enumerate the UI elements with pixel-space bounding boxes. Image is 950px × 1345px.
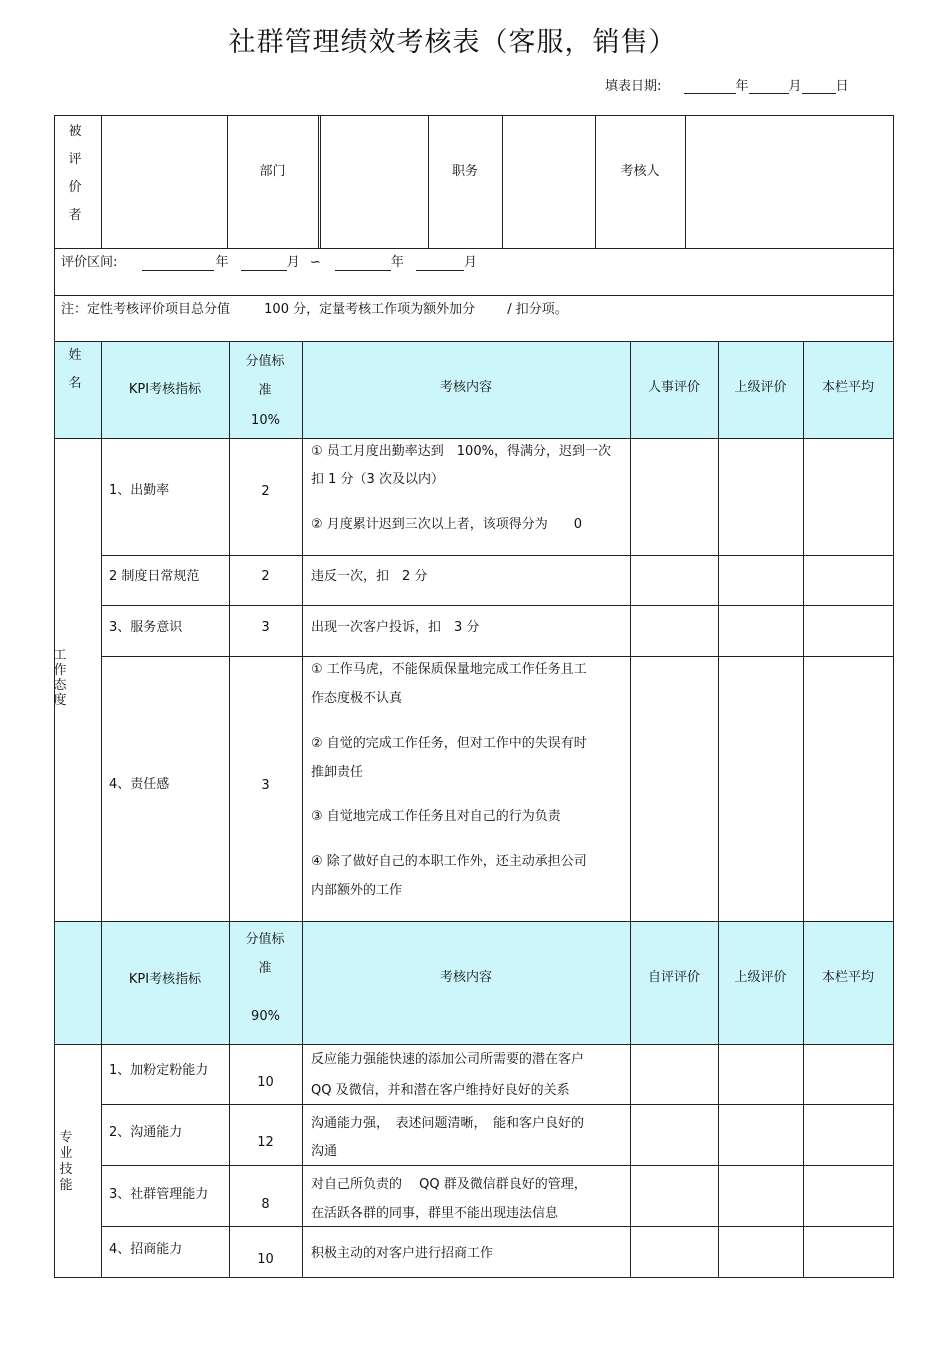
s1-row4-line5: ③ 自觉地完成工作任务且对自己的行为负责 bbox=[311, 809, 561, 824]
s1-row4-line4: 推卸责任 bbox=[311, 765, 364, 780]
note-suffix: / 扣分项。 bbox=[507, 302, 568, 317]
s2-row1-superior-cell[interactable] bbox=[719, 1045, 803, 1104]
s2-row1-score: 10 bbox=[257, 1075, 274, 1090]
s1-row1-hr-cell[interactable] bbox=[631, 439, 718, 555]
period-label: 评价区间: bbox=[61, 255, 118, 270]
s1-col-hr: 人事评价 bbox=[647, 380, 700, 395]
s2-row2-kpi: 2、沟通能力 bbox=[109, 1125, 183, 1140]
fill-date-year-blank[interactable] bbox=[684, 79, 736, 94]
period-start-year-label: 年 bbox=[215, 255, 229, 270]
s1-row4-kpi: 4、责任感 bbox=[109, 777, 170, 792]
s2-row2-average-cell[interactable] bbox=[804, 1105, 893, 1165]
s1-row3-kpi: 3、服务意识 bbox=[109, 620, 183, 635]
s2-row4-self-cell[interactable] bbox=[631, 1227, 718, 1277]
s2-row2-line1: 沟通能力强， 表述问题清晰， 能和客户良好的 bbox=[311, 1116, 585, 1131]
dept-cell[interactable] bbox=[321, 116, 428, 248]
s1-row2-average-cell[interactable] bbox=[804, 556, 893, 605]
s1-row1-superior-cell[interactable] bbox=[719, 439, 803, 555]
s1-row4-line2: 作态度极不认真 bbox=[311, 691, 403, 706]
s1-row4-superior-cell[interactable] bbox=[719, 657, 803, 921]
fill-date-year-label: 年 bbox=[735, 79, 749, 94]
period-end-month-label: 月 bbox=[464, 255, 478, 270]
fill-date-month-label: 月 bbox=[788, 79, 802, 94]
s2-row1-line2: QQ 及微信，并和潜在客户维持好良好的关系 bbox=[311, 1083, 570, 1098]
s1-row2-kpi: 2 制度日常规范 bbox=[109, 569, 200, 584]
note-score: 100 bbox=[264, 302, 289, 317]
s2-kpi-label: KPI考核指标 bbox=[128, 972, 202, 987]
position-label: 职务 bbox=[451, 164, 478, 179]
s2-row4-kpi: 4、招商能力 bbox=[109, 1242, 183, 1257]
s2-row2-score: 12 bbox=[257, 1135, 274, 1150]
s1-row2-score: 2 bbox=[261, 569, 270, 584]
s1-row2-line1: 违反一次，扣 2 分 bbox=[311, 569, 428, 584]
s2-content-label: 考核内容 bbox=[439, 970, 492, 985]
s1-row1-kpi: 1、出勤率 bbox=[109, 483, 170, 498]
period-end-year-label: 年 bbox=[390, 255, 404, 270]
s1-row2-hr-cell[interactable] bbox=[631, 556, 718, 605]
position-cell[interactable] bbox=[503, 116, 595, 248]
s1-row3-hr-cell[interactable] bbox=[631, 606, 718, 656]
s1-col-average: 本栏平均 bbox=[821, 380, 874, 395]
s2-score-label: 分值标准 bbox=[245, 932, 285, 976]
s2-col-average: 本栏平均 bbox=[821, 970, 874, 985]
s1-row3-score: 3 bbox=[261, 620, 270, 635]
s2-score-pct: 90% bbox=[251, 1009, 280, 1024]
s1-name-label: 姓名 bbox=[68, 348, 82, 391]
s1-row1-score: 2 bbox=[261, 484, 270, 499]
note-mid: 分，定量考核工作项为额外加分 bbox=[293, 302, 476, 317]
s2-row2-superior-cell[interactable] bbox=[719, 1105, 803, 1165]
fill-date-label: 填表日期: bbox=[605, 79, 662, 94]
period-start-month-label: 月 bbox=[286, 255, 300, 270]
s1-row4-line7: 内部额外的工作 bbox=[311, 883, 403, 898]
s1-score-pct: 10% bbox=[251, 413, 280, 428]
evaluee-label: 被评价者 bbox=[68, 124, 82, 223]
s1-row1-line1: ① 员工月度出勤率达到 100%，得满分，迟到一次 bbox=[311, 444, 611, 459]
period-row bbox=[61, 255, 477, 271]
s1-row4-score: 3 bbox=[261, 778, 270, 793]
fill-date-day-label: 日 bbox=[835, 79, 849, 94]
s1-kpi-label: KPI考核指标 bbox=[128, 382, 202, 397]
s2-row4-average-cell[interactable] bbox=[804, 1227, 893, 1277]
assessor-label: 考核人 bbox=[620, 164, 660, 179]
s1-row3-superior-cell[interactable] bbox=[719, 606, 803, 656]
s2-row3-line2: 在活跃各群的同事，群里不能出现违法信息 bbox=[311, 1206, 559, 1221]
s2-col-superior: 上级评价 bbox=[734, 970, 787, 985]
s1-row3-line1: 出现一次客户投诉，扣 3 分 bbox=[311, 620, 480, 635]
s1-row4-average-cell[interactable] bbox=[804, 657, 893, 921]
s1-row4-hr-cell[interactable] bbox=[631, 657, 718, 921]
period-start-month-blank[interactable] bbox=[241, 256, 287, 271]
period-separator: ∽ bbox=[309, 255, 321, 270]
s1-row2-superior-cell[interactable] bbox=[719, 556, 803, 605]
s2-row3-kpi: 3、社群管理能力 bbox=[109, 1187, 209, 1202]
s2-row3-self-cell[interactable] bbox=[631, 1166, 718, 1226]
s1-col-superior: 上级评价 bbox=[734, 380, 787, 395]
period-start-year-blank[interactable] bbox=[142, 256, 214, 271]
s2-row3-superior-cell[interactable] bbox=[719, 1166, 803, 1226]
page-title: 社群管理绩效考核表（客服，销售） bbox=[228, 27, 677, 58]
evaluee-name-cell[interactable] bbox=[102, 116, 227, 248]
s2-row4-score: 10 bbox=[257, 1252, 274, 1267]
s1-row1-line2: 扣 1 分（3 次及以内） bbox=[311, 472, 444, 487]
s1-row3-average-cell[interactable] bbox=[804, 606, 893, 656]
s1-row4-line1: ① 工作马虎，不能保质保量地完成工作任务且工 bbox=[311, 662, 587, 677]
dept-label: 部门 bbox=[259, 164, 286, 179]
s2-row3-average-cell[interactable] bbox=[804, 1166, 893, 1226]
note-prefix: 注：定性考核评价项目总分值 bbox=[61, 302, 231, 317]
s1-row1-average-cell[interactable] bbox=[804, 439, 893, 555]
fill-date-month-blank[interactable] bbox=[749, 79, 789, 94]
period-end-year-blank[interactable] bbox=[335, 256, 391, 271]
s2-row4-superior-cell[interactable] bbox=[719, 1227, 803, 1277]
fill-date-day-blank[interactable] bbox=[802, 79, 836, 94]
s2-category: 专业技能 bbox=[59, 1130, 73, 1193]
s2-row1-self-cell[interactable] bbox=[631, 1045, 718, 1104]
assessor-cell[interactable] bbox=[686, 116, 893, 248]
s2-row1-line1: 反应能力强能快速的添加公司所需要的潜在客户 bbox=[311, 1052, 585, 1067]
s2-row2-line2: 沟通 bbox=[311, 1144, 338, 1159]
note-row bbox=[61, 302, 568, 318]
s1-row4-line6: ④ 除了做好自己的本职工作外，还主动承担公司 bbox=[311, 854, 587, 869]
s2-row4-line1: 积极主动的对客户进行招商工作 bbox=[311, 1246, 494, 1261]
s1-score-label: 分值标准 bbox=[245, 354, 285, 398]
fill-date bbox=[605, 75, 849, 94]
s1-row1-line3: ② 月度累计迟到三次以上者，该项得分为 0 bbox=[311, 517, 583, 532]
s1-row4-line3: ② 自觉的完成工作任务，但对工作中的失误有时 bbox=[311, 736, 587, 751]
s2-col-self: 自评评价 bbox=[647, 970, 700, 985]
s2-row2-self-cell[interactable] bbox=[631, 1105, 718, 1165]
s2-row1-average-cell[interactable] bbox=[804, 1045, 893, 1104]
s1-category: 工作态度 bbox=[53, 648, 67, 708]
s2-row1-kpi: 1、加粉定粉能力 bbox=[109, 1063, 209, 1078]
s2-row3-score: 8 bbox=[261, 1197, 270, 1212]
period-end-month-blank[interactable] bbox=[416, 256, 464, 271]
s1-content-label: 考核内容 bbox=[439, 380, 492, 395]
s2-row3-line1: 对自己所负责的 QQ 群及微信群良好的管理， bbox=[311, 1177, 587, 1192]
